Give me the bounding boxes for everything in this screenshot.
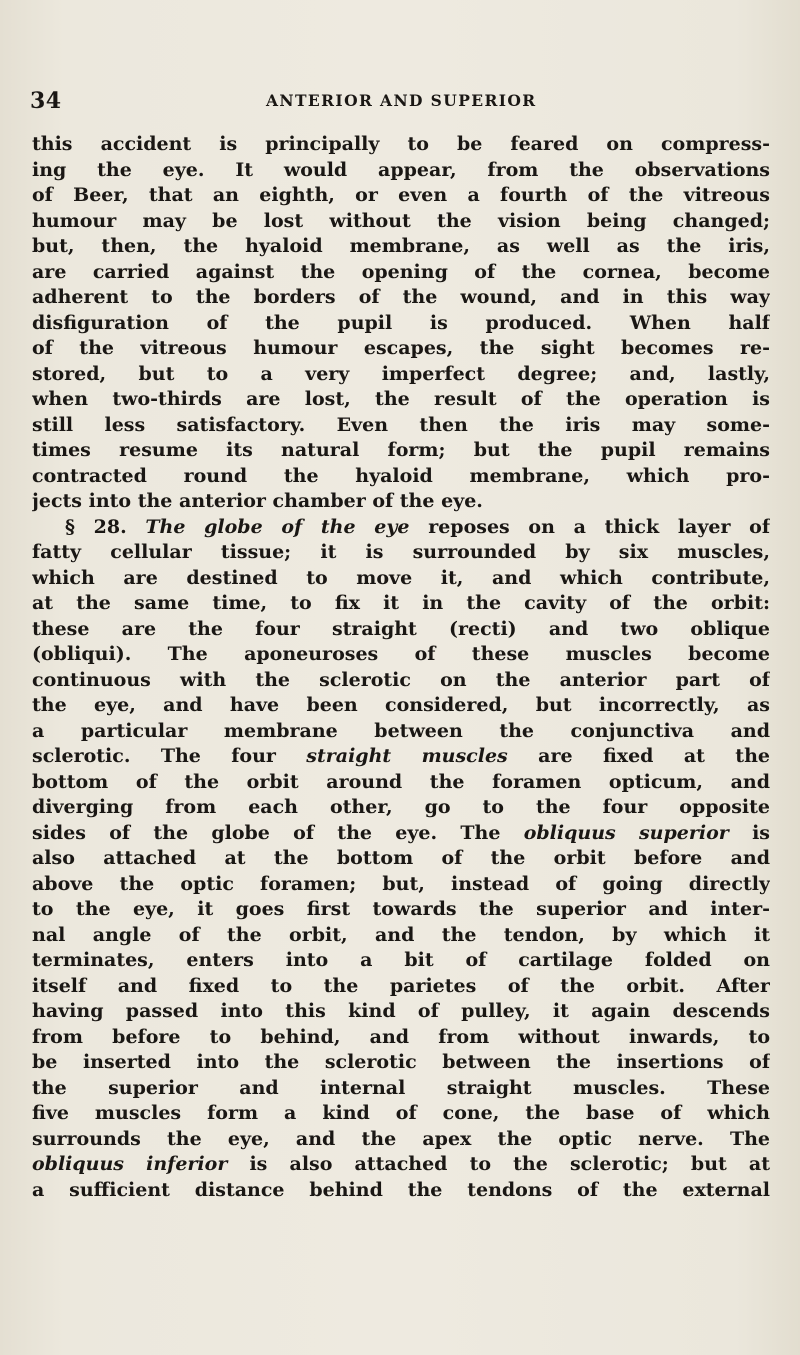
section-number: § 28. (65, 515, 127, 538)
text-line: surrounds the eye, and the apex the optic nerve. The (32, 1127, 770, 1150)
text-line: be inserted into the sclerotic between the insertions of (32, 1051, 770, 1073)
text-line: are carried against the opening of the cornea, become (32, 260, 770, 283)
text-fragment: sclerotic. The four (32, 745, 276, 767)
italic-term: straight muscles (306, 745, 508, 767)
text-line: disfiguration of the pupil is produced. When half (32, 311, 770, 334)
text-line: still less satisfactory. Even then the iris may some- (32, 413, 770, 436)
text-line: this accident is principally to be feared on compress- (32, 133, 770, 155)
text-line (32, 744, 770, 770)
text-line: (obliqui). The aponeuroses of these muscles become (32, 643, 770, 665)
text-line: humour may be lost without the vision being changed; (32, 209, 770, 232)
text-line: which are destined to move it, and which contribute, (32, 566, 770, 589)
text-line: when two-thirds are lost, the result of the operation is (32, 388, 770, 410)
text-line: jects into the anterior chamber of the eye. (32, 490, 483, 512)
text-line: the superior and internal straight muscles. These (32, 1076, 770, 1099)
text-line (32, 1152, 770, 1178)
italic-term: obliquus superior (523, 821, 729, 844)
text-line: from before to behind, and from without inwards, to (32, 1025, 770, 1048)
text-line: of the vitreous humour escapes, the sight becomes re- (32, 337, 770, 359)
text-line: having passed into this kind of pulley, it again descends (32, 1000, 770, 1022)
section-heading: The globe of the eye (145, 515, 410, 538)
text-line: a sufficient distance behind the tendons of the external (32, 1178, 770, 1201)
text-line: also attached at the bottom of the orbit before and (32, 847, 770, 869)
text-line: of Beer, that an eighth, or even a fourth of the vitreous (32, 184, 770, 206)
text-line: fatty cellular tissue; it is surrounded by six muscles, (32, 541, 770, 563)
text-line (32, 821, 770, 847)
text-line: continuous with the sclerotic on the anterior part of (32, 668, 770, 691)
text-line: nal angle of the orbit, and the tendon, by which it (32, 923, 770, 946)
text-line: a particular membrane between the conjunctiva and (32, 719, 770, 742)
text-fragment: is also attached to the sclerotic; but at (249, 1153, 770, 1175)
text-line: terminates, enters into a bit of cartilage folded on (32, 949, 770, 971)
text-fragment: sides of the globe of the eye. The (32, 821, 501, 844)
text-fragment: are fixed at the (538, 745, 770, 767)
text-line: above the optic foramen; but, instead of going directly (32, 872, 770, 895)
text-line: adherent to the borders of the wound, and in this way (32, 286, 770, 308)
text-line: diverging from each other, go to the four opposite (32, 796, 770, 818)
body-text (32, 132, 770, 1203)
text-fragment: reposes on a thick layer of (428, 515, 770, 538)
text-line: five muscles form a kind of cone, the base of which (32, 1102, 770, 1124)
text-line: times resume its natural form; but the pupil remains (32, 439, 770, 461)
page-number: 34 (30, 88, 62, 114)
text-line: ing the eye. It would appear, from the observations (32, 158, 770, 181)
italic-term: obliquus inferior (32, 1153, 228, 1175)
text-line: but, then, the hyaloid membrane, as well as the iris, (32, 235, 770, 257)
page-header (30, 88, 750, 114)
text-line: bottom of the orbit around the foramen opticum, and (32, 770, 770, 793)
text-fragment: is (752, 821, 770, 844)
running-head: ANTERIOR AND SUPERIOR (266, 91, 537, 110)
text-line: these are the four straight (recti) and two oblique (32, 617, 770, 640)
text-line: itself and fixed to the parietes of the orbit. After (32, 974, 770, 997)
text-line: the eye, and have been considered, but incorrectly, as (32, 694, 770, 716)
text-line: stored, but to a very imperfect degree; and, lastly, (32, 362, 770, 385)
text-line: at the same time, to fix it in the cavity of the orbit: (32, 592, 770, 614)
text-line-section-28 (32, 515, 770, 541)
text-line: contracted round the hyaloid membrane, which pro- (32, 464, 770, 487)
text-line: to the eye, it goes first towards the superior and inter- (32, 898, 770, 920)
